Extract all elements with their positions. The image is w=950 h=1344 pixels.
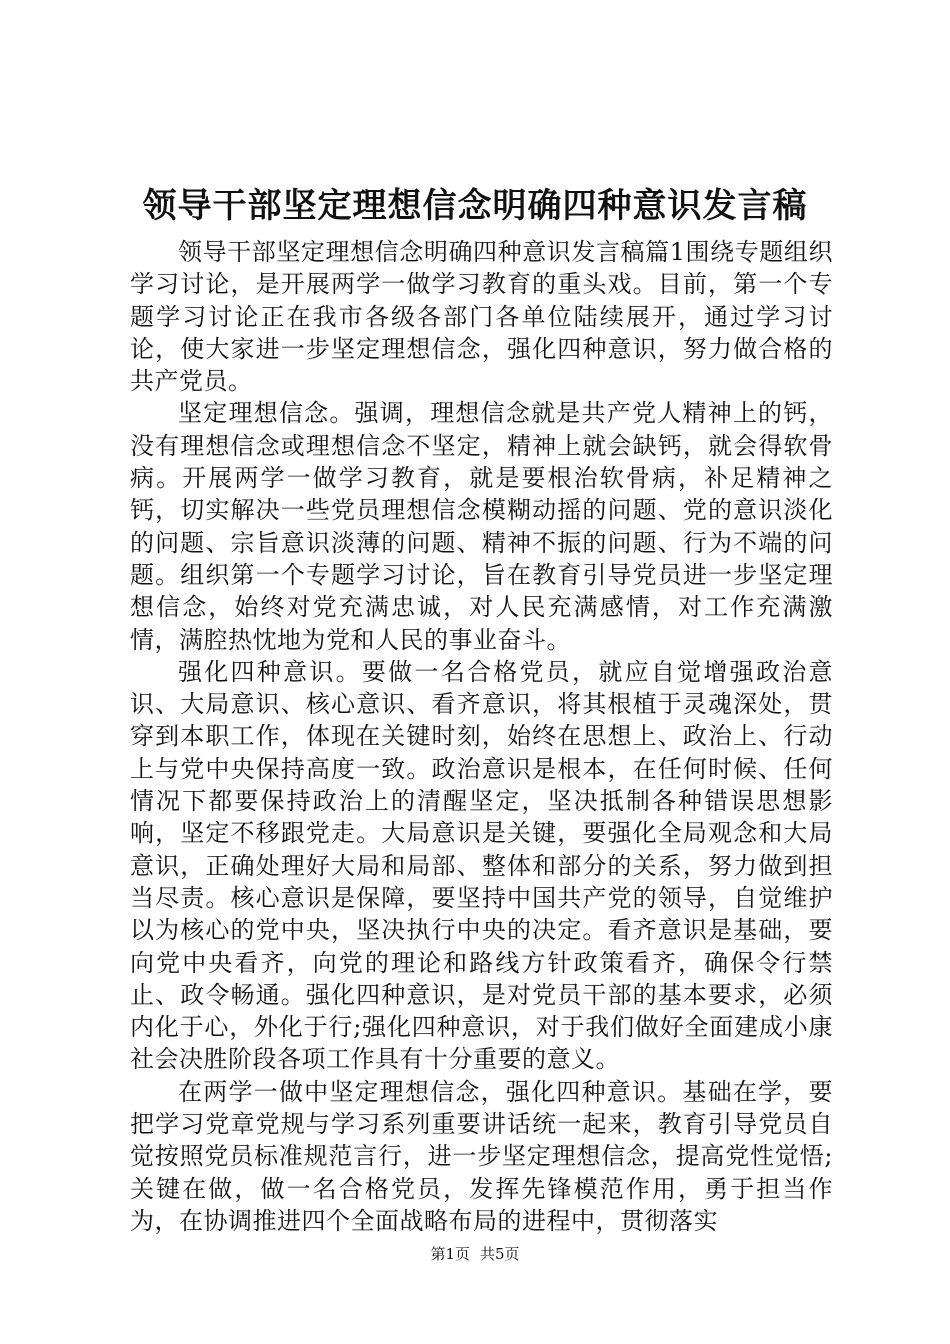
page-number-total: 共5页 (480, 1245, 520, 1263)
page-footer (0, 1243, 950, 1265)
document-body (130, 236, 833, 1237)
document-title: 领导干部坚定理想信念明确四种意识发言稿 (142, 186, 808, 226)
page-number-current: 第1页 (430, 1245, 470, 1263)
paragraph-3: 强化四种意识。要做一名合格党员，就应自觉增强政治意识、大局意识、核心意识、看齐意识，将其根植于灵魂深处，贯穿到本职工作，体现在关键时刻，始终在思想上、政治上、行动上与党中央保持高度一致。政治意识是根本，在任何时候、任何情况下都要保持政治上的清醒坚定，坚决抵制各种错误思想影响，坚定不移跟党走。大局意识是关键，要强化全局观念和大局意识，正确处理好大局和局部、整体和部分的关系，努力做到担当尽责。核心意识是保障，要坚持中国共产党的领导，自觉维护以为核心的党中央，坚决执行中央的决定。看齐意识是基础，要向党中央看齐，向党的理论和路线方针政策看齐，确保令行禁止、政令畅通。强化四种意识，是对党员干部的基本要求，必须内化于心，外化于行;强化四种意识，对于我们做好全面建成小康社会决胜阶段各项工作具有十分重要的意义。 (130, 657, 833, 1074)
paragraph-4: 在两学一做中坚定理想信念，强化四种意识。基础在学，要把学习党章党规与学习系列重要讲话统一起来，教育引导党员自觉按照党员标准规范言行，进一步坚定理想信念，提高党性觉悟;关键在做，做一名合格党员，发挥先锋模范作用，勇于担当作为，在协调推进四个全面战略布局的进程中，贯彻落实 (130, 1077, 833, 1235)
paragraph-2: 坚定理想信念。强调，理想信念就是共产党人精神上的钙，没有理想信念或理想信念不坚定，精神上就会缺钙，就会得软骨病。开展两学一做学习教育，就是要根治软骨病，补足精神之钙，切实解决一些党员理想信念模糊动摇的问题、党的意识淡化的问题、宗旨意识淡薄的问题、精神不振的问题、行为不端的问题。组织第一个专题学习讨论，旨在教育引导党员进一步坚定理想信念，始终对党充满忠诚，对人民充满感情，对工作充满激情，满腔热忱地为党和人民的事业奋斗。 (130, 399, 833, 654)
paragraph-1: 领导干部坚定理想信念明确四种意识发言稿篇1围绕专题组织学习讨论，是开展两学一做学习教育的重头戏。目前，第一个专题学习讨论正在我市各级各部门各单位陆续展开，通过学习讨论，使大家进一步坚定理想信念，强化四种意识，努力做合格的共产党员。 (130, 238, 833, 396)
